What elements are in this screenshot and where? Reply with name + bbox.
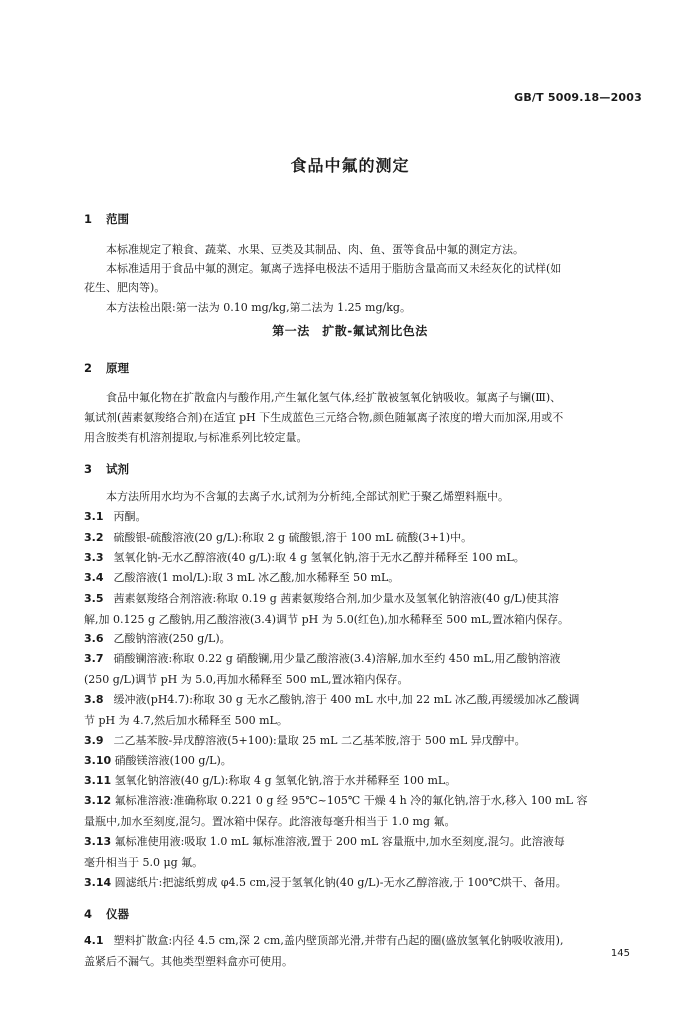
paragraph: 本标准规定了粮食、蔬菜、水果、豆类及其制品、肉、鱼、蛋等食品中氟的测定方法。 [106,243,524,256]
section-title: 范围 [106,212,129,226]
list-item [84,689,644,731]
section-heading-principle [84,360,129,376]
item-number: 3.12 [84,794,112,807]
item-text: 硫酸银-硫酸溶液(20 g/L):称取 2 g 硫酸银,溶于 100 mL 硫酸(3+1)中。 [113,531,473,544]
item-text: 硝酸镧溶液:称取 0.22 g 硝酸镧,用少量乙酸溶液(3.4)溶解,加水至约 450 mL,用乙酸钠溶液 [113,652,561,665]
list-item [84,628,644,649]
item-number: 3.13 [84,835,112,848]
method-title: 第一法 扩散-氟试剂比色法 [272,324,428,338]
page-number: 145 [610,948,630,959]
section-title: 试剂 [106,462,129,476]
item-text: 乙酸溶液(1 mol/L):取 3 mL 冰乙酸,加水稀释至 50 mL。 [113,571,400,584]
item-text: 氟标准使用液:吸取 1.0 mL 氟标准溶液,置于 200 mL 容量瓶中,加水至刻度,混匀。此溶液每 [114,835,565,848]
item-text-continuation: 量瓶中,加水至刻度,混匀。置冰箱中保存。此溶液每毫升相当于 1.0 mg 氟。 [84,815,456,828]
paragraph-continuation: 用含胺类有机溶剂提取,与标准系列比较定量。 [84,431,308,444]
list-item [84,750,644,771]
item-text: 圆滤纸片:把滤纸剪成 φ4.5 cm,浸于氢氧化钠(40 g/L)-无水乙醇溶液,于 100℃烘干、备用。 [114,876,567,889]
item-number: 4.1 [84,934,104,947]
list-item [84,648,644,690]
paragraph: 食品中氟化物在扩散盒内与酸作用,产生氟化氢气体,经扩散被氢氧化钠吸收。氟离子与镧(Ⅲ)、 [106,391,562,404]
item-text-continuation: (250 g/L)调节 pH 为 5.0,再加水稀释至 500 mL,置冰箱内保存。 [84,673,409,686]
section-heading-scope [84,211,129,227]
list-item [84,790,644,832]
list-item [84,831,644,873]
list-item [84,547,644,568]
paragraph: 本方法检出限:第一法为 0.10 mg/kg,第二法为 1.25 mg/kg。 [106,301,411,314]
item-text: 缓冲液(pH4.7):称取 30 g 无水乙酸钠,溶于 400 mL 水中,加 22 mL 冰乙酸,再缓缓加冰乙酸调 [113,693,580,706]
item-number: 3.3 [84,551,104,564]
item-text: 丙酮。 [113,510,147,523]
section-number: 2 [84,361,93,375]
paragraph-continuation: 花生、肥肉等)。 [84,281,166,294]
item-number: 3.7 [84,652,104,665]
section-title: 仪器 [106,907,129,921]
list-item [84,930,644,972]
list-item [84,872,644,893]
list-item [84,567,644,588]
paragraph: 本方法所用水均为不含氟的去离子水,试剂为分析纯,全部试剂贮于聚乙烯塑料瓶中。 [106,490,509,503]
standard-code: GB/T 5009.18—2003 [514,91,642,104]
item-text-continuation: 节 pH 为 4.7,然后加水稀释至 500 mL。 [84,714,288,727]
item-number: 3.10 [84,754,112,767]
item-number: 3.6 [84,632,104,645]
item-number: 3.2 [84,531,104,544]
section-number: 3 [84,462,93,476]
section-number: 1 [84,212,93,226]
section-heading-apparatus [84,906,129,922]
item-number: 3.5 [84,592,104,605]
paragraph-continuation: 氟试剂(茜素氨羧络合剂)在适宜 pH 下生成蓝色三元络合物,颜色随氟离子浓度的增大而加深,用或不 [84,411,564,424]
item-number: 3.4 [84,571,104,584]
item-text: 氟标准溶液:准确称取 0.221 0 g 经 95℃~105℃ 干燥 4 h 冷的氟化钠,溶于水,移入 100 mL 容 [114,794,588,807]
item-text: 氢氧化钠溶液(40 g/L):称取 4 g 氢氧化钠,溶于水并稀释至 100 mL。 [114,774,457,787]
paragraph: 本标准适用于食品中氟的测定。氟离子选择电极法不适用于脂肪含量高而又未经灰化的试样(如 [106,262,562,275]
item-text-continuation: 解,加 0.125 g 乙酸钠,用乙酸溶液(3.4)调节 pH 为 5.0(红色),加水稀释至 500 mL,置冰箱内保存。 [84,613,570,626]
list-item [84,527,644,548]
item-text: 硝酸镁溶液(100 g/L)。 [114,754,232,767]
item-number: 3.1 [84,510,104,523]
item-text-continuation: 毫升相当于 5.0 μg 氟。 [84,856,204,869]
section-heading-reagents [84,461,129,477]
item-number: 3.8 [84,693,104,706]
item-number: 3.11 [84,774,112,787]
section-title: 原理 [106,361,129,375]
item-text: 乙酸钠溶液(250 g/L)。 [113,632,231,645]
item-text: 二乙基苯胺-异戊醇溶液(5+100):量取 25 mL 二乙基苯胺,溶于 500 mL 异戊醇中。 [113,734,526,747]
list-item [84,588,644,630]
item-text-continuation: 盖紧后不漏气。其他类型塑料盒亦可使用。 [84,955,293,968]
item-text: 茜素氨羧络合剂溶液:称取 0.19 g 茜素氨羧络合剂,加少量水及氢氧化钠溶液(40 g/L)使其溶 [113,592,559,605]
list-item [84,730,644,751]
page-title: 食品中氟的测定 [290,156,410,175]
item-text: 氢氧化钠-无水乙醇溶液(40 g/L):取 4 g 氢氧化钠,溶于无水乙醇并稀释至 100 mL。 [113,551,525,564]
list-item [84,770,644,791]
list-item [84,506,644,527]
item-text: 塑料扩散盒:内径 4.5 cm,深 2 cm,盖内壁顶部光滑,并带有凸起的圈(盛放氢氧化钠吸收液用), [113,934,564,947]
item-number: 3.14 [84,876,112,889]
item-number: 3.9 [84,734,104,747]
section-number: 4 [84,907,93,921]
